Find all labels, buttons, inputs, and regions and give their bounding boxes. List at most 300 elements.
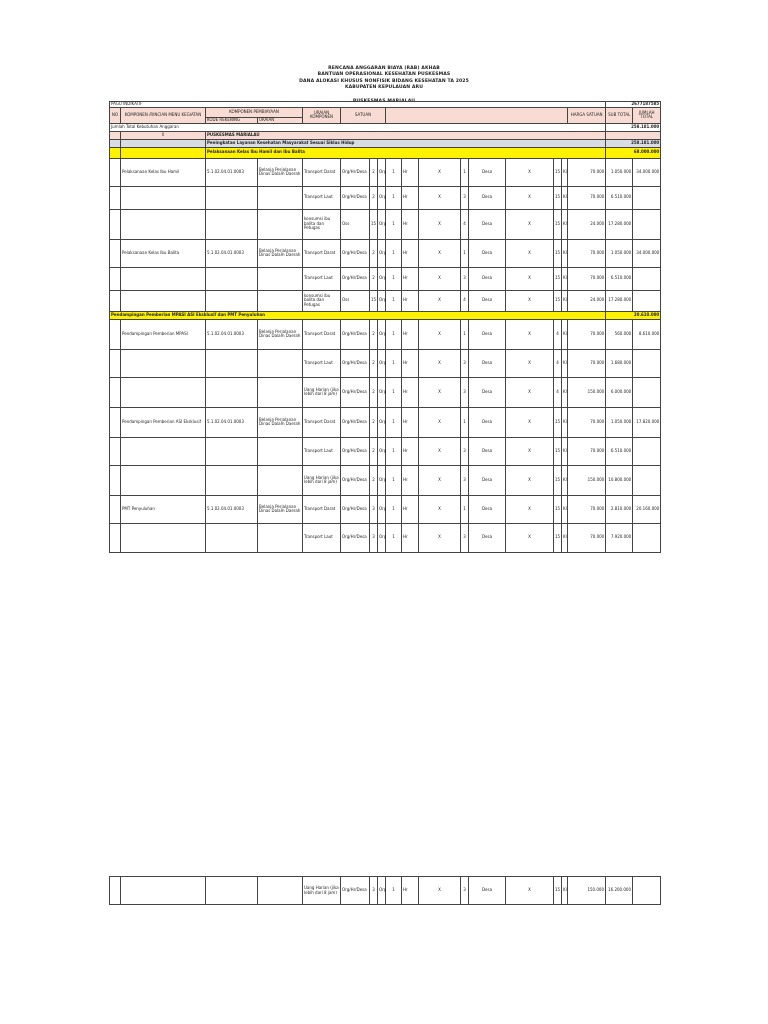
uraian-cell: Transport Laut [303,523,341,552]
harga-cell: 70.000 [568,186,606,209]
qty-cell: 1 [386,407,402,437]
unit-cell: Kl [562,209,568,239]
kegiatan-cell [121,186,206,209]
kode-cell [206,377,258,407]
qty-cell: 15 [554,437,562,465]
unit-cell: Org [378,209,386,239]
unit-cell: Org [378,319,386,349]
kegiatan-cell [121,465,206,495]
section1-label: Pelaksanaan Kelas Ibu Hamil dan Ibu Balita [206,147,606,158]
kode-cell: 5.1.02.04.01.0003 [206,239,258,267]
table-row [110,349,661,377]
unit-cell: Desa [469,290,506,311]
harga-cell: 24.000 [568,209,606,239]
kegiatan-cell [121,267,206,290]
qty-cell: 1 [386,377,402,407]
qty-cell: 2 [370,158,378,186]
multiply-cell: X [419,523,461,552]
satuan-cell: Org/Hr/Desa [341,267,370,290]
jumlah-cell [633,523,661,552]
unit-cell: Hr [402,377,419,407]
qty-cell: 1 [386,239,402,267]
multiply-cell: X [506,349,554,377]
qty-cell: 2 [370,239,378,267]
unit-cell: Desa [469,158,506,186]
table-row [110,495,661,523]
unit-cell: Desa [469,319,506,349]
pagu-label: PAGU INDIKATIF [110,102,606,108]
no-cell [110,465,121,495]
table-row [110,267,661,290]
multiply-cell: X [506,158,554,186]
kode-cell: 5.1.02.04.01.0003 [206,495,258,523]
unit-cell: Desa [469,437,506,465]
qty-cell: 1 [386,523,402,552]
kode-cell [206,465,258,495]
subtotal-cell: 7.920.000 [606,523,633,552]
table-row [110,239,661,267]
rekening-cell: Belanja Perjalanan Dinas Dalam Daerah [258,495,303,523]
multiply-cell: X [506,437,554,465]
harga-cell: 70.000 [568,349,606,377]
qty-cell: 1 [386,495,402,523]
multiply-cell: X [506,465,554,495]
uraian-cell: Uang Harian (jika lebih dari 8 jam) [303,377,341,407]
header-no: NO [110,108,121,124]
no-cell [110,349,121,377]
no-cell [110,186,121,209]
unit-cell: Desa [469,186,506,209]
unit-cell: Org [378,407,386,437]
qty-cell: 15 [554,465,562,495]
unit-cell: Hr [402,407,419,437]
rekening-cell [258,437,303,465]
rekening-cell [258,377,303,407]
rekening-cell: Belanja Perjalanan Dinas Dalam Daerah [258,407,303,437]
satuan-cell: Org/Hr/Desa [341,158,370,186]
subtotal-cell: 17.280.000 [606,209,633,239]
qty-cell: 15 [554,877,562,905]
jumlah-cell [633,209,661,239]
rab-table [109,101,661,553]
rekening-cell: Belanja Perjalanan Dinas Dalam Daerah [258,239,303,267]
jumlah-cell: 34.000.000 [633,239,661,267]
multiply-cell: X [506,377,554,407]
title-line: BANTUAN OPERASIONAL KESEHATAN PUSKESMAS [317,72,451,78]
qty-cell: 3 [461,877,469,905]
unit-cell: Kl [562,319,568,349]
header-komponen: KOMPONEN /RINCIAN MENU KEGIATAN [121,108,206,124]
subtotal-cell: 2.810.000 [606,495,633,523]
unit-cell: Desa [469,465,506,495]
unit-cell: Kl [562,495,568,523]
header-uraian-komponen: URAIAN KOMPONEN [303,108,341,124]
rekening-cell [258,290,303,311]
multiply-cell: X [506,877,554,905]
header-blank [386,108,568,124]
harga-cell: 24.000 [568,290,606,311]
no-cell [110,319,121,349]
unit-cell: Kl [562,158,568,186]
kegiatan-cell [121,377,206,407]
unit-cell: Desa [469,495,506,523]
no-cell [110,239,121,267]
unit-cell: Org [378,186,386,209]
subtotal-cell: 10.800.000 [606,465,633,495]
uraian-cell: Transport Darat [303,158,341,186]
unit-cell: Hr [402,523,419,552]
qty-cell: 4 [461,209,469,239]
satuan-cell: Org/Hr/Desa [341,523,370,552]
uraian-cell: Uang Harian (jika lebih dari 8 jam) [303,877,341,905]
no-cell [110,158,121,186]
rekening-cell [258,186,303,209]
no-cell [110,267,121,290]
kegiatan-cell [121,349,206,377]
unit-cell: Kl [562,465,568,495]
jumlah-cell [633,377,661,407]
qty-cell: 1 [386,186,402,209]
qty-cell: 4 [554,377,562,407]
unit-cell: Hr [402,209,419,239]
qty-cell: 1 [461,407,469,437]
qty-cell: 1 [386,290,402,311]
section2-value: 20.610.000 [606,311,661,319]
qty-cell: 1 [386,349,402,377]
kode-cell [206,523,258,552]
satuan-cell: Org/Hr/Desa [341,495,370,523]
unit-cell: Org [378,349,386,377]
jumlah-cell: 34.000.000 [633,158,661,186]
uraian-cell: Transport Laut [303,186,341,209]
satuan-cell: Org/Hr/Desa [341,239,370,267]
unit-cell: Desa [469,239,506,267]
kode-cell: 5.1.02.04.01.0003 [206,158,258,186]
harga-cell: 70.000 [568,267,606,290]
table-row [110,319,661,349]
qty-cell: 3 [461,437,469,465]
qty-cell: 2 [370,437,378,465]
qty-cell: 3 [370,523,378,552]
qty-cell: 3 [370,877,378,905]
qty-cell: 1 [386,209,402,239]
qty-cell: 2 [370,377,378,407]
qty-cell: 4 [554,319,562,349]
qty-cell: 1 [461,495,469,523]
satuan-cell: Oss [341,209,370,239]
satuan-cell: Oss [341,290,370,311]
satuan-cell: Org/Hr/Desa [341,186,370,209]
header-satuan: SATUAN [341,108,386,124]
uraian-cell: konsumsi ibu balita dan Petugas [303,290,341,311]
harga-cell: 70.000 [568,407,606,437]
qty-cell: 1 [461,319,469,349]
kode-cell: 5.1.02.04.01.0003 [206,407,258,437]
program-value: 258.181.000 [606,139,661,147]
unit-cell: Hr [402,319,419,349]
uraian-cell: Transport Laut [303,349,341,377]
qty-cell: 1 [386,877,402,905]
table-row [110,465,661,495]
harga-cell: 70.000 [568,239,606,267]
summary-label: Jumlah Total Kebutuhan Anggaran [110,123,606,131]
table-row [110,186,661,209]
no-cell [110,437,121,465]
no-cell [110,407,121,437]
multiply-cell: X [506,290,554,311]
jumlah-cell [633,186,661,209]
qty-cell: 2 [370,186,378,209]
header-kode: KODE REKENING [206,118,258,124]
qty-cell: 2 [370,319,378,349]
uraian-cell: Transport Darat [303,319,341,349]
table-row [110,158,661,186]
multiply-cell: X [506,209,554,239]
kegiatan-cell [121,523,206,552]
multiply-cell: X [506,407,554,437]
harga-cell: 150.000 [568,877,606,905]
section1-row [110,147,661,158]
kegiatan-cell [121,209,206,239]
qty-cell: 15 [554,209,562,239]
table-row [110,523,661,552]
qty-cell: 2 [370,349,378,377]
subtotal-cell: 1.680.000 [606,349,633,377]
unit-cell: Org [378,523,386,552]
kode-cell [206,209,258,239]
subtotal-cell: 560.000 [606,319,633,349]
satuan-cell: Org/Hr/Desa [341,407,370,437]
unit-cell: Org [378,290,386,311]
unit-cell: Kl [562,407,568,437]
jumlah-cell [633,349,661,377]
unit-cell: Hr [402,495,419,523]
multiply-cell: X [419,407,461,437]
qty-cell: 15 [554,158,562,186]
qty-cell: 15 [370,290,378,311]
uraian-cell: Transport Laut [303,267,341,290]
satuan-cell: Org/Hr/Desa [341,349,370,377]
subtotal-cell: 1.050.000 [606,158,633,186]
table-row [110,877,661,905]
unit-cell: Org [378,877,386,905]
satuan-cell: Org/Hr/Desa [341,877,370,905]
qty-cell: 3 [461,377,469,407]
qty-cell: 3 [461,186,469,209]
title-line: RENCANA ANGGARAN BIAYA (RAB) AKHAB [328,66,440,71]
qty-cell: 3 [461,523,469,552]
unit-cell: Desa [469,377,506,407]
unit-cell: Kl [562,437,568,465]
multiply-cell: X [419,319,461,349]
header-jumlah: JUMLAH TOTAL [633,108,661,124]
qty-cell: 1 [386,465,402,495]
unit-cell: Desa [469,209,506,239]
uraian-cell: Transport Darat [303,495,341,523]
subtotal-cell: 1.050.000 [606,239,633,267]
qty-cell: 4 [554,349,562,377]
unit-cell: Org [378,465,386,495]
unit-cell: Desa [469,407,506,437]
qty-cell: 2 [370,267,378,290]
puskesmas-label: PUSKESMAS MARIALAU [206,131,606,139]
no-cell [110,523,121,552]
unit-cell: Kl [562,290,568,311]
qty-cell: 1 [386,158,402,186]
kegiatan-cell: Pendampingan Pemberian ASI Eksklusif [121,407,206,437]
unit-cell: Kl [562,349,568,377]
multiply-cell: X [419,495,461,523]
puskesmas-row [110,131,661,139]
rekening-cell [258,349,303,377]
qty-cell: 4 [461,290,469,311]
header-subtotal: SUB TOTAL [606,108,633,124]
kegiatan-cell: Pelaksanaan Kelas Ibu Hamil [121,158,206,186]
table-row [110,209,661,239]
unit-cell: Kl [562,267,568,290]
no-cell [110,209,121,239]
document-title-block [0,66,768,105]
subtotal-cell: 1.050.000 [606,407,633,437]
multiply-cell: X [419,349,461,377]
unit-cell: Org [378,437,386,465]
unit-cell: Kl [562,239,568,267]
no-cell [110,377,121,407]
harga-cell: 70.000 [568,495,606,523]
table-row [110,437,661,465]
multiply-cell: X [506,319,554,349]
subtotal-cell: 6.000.000 [606,377,633,407]
rekening-cell: Belanja Perjalanan Dinas Dalam Daerah [258,158,303,186]
uraian-cell: Uang Harian (jika lebih dari 8 jam) [303,465,341,495]
unit-cell: Desa [469,877,506,905]
subtotal-cell: 16.200.000 [606,877,633,905]
section2-row [110,311,661,319]
puskesmas-no: I [121,131,206,139]
unit-cell: Org [378,158,386,186]
rekening-cell: Belanja Perjalanan Dinas Dalam Daerah [258,319,303,349]
rekening-cell [258,209,303,239]
unit-cell: Desa [469,349,506,377]
kegiatan-cell: Pelaksanaan Kelas Ibu Balita [121,239,206,267]
qty-cell: 15 [554,407,562,437]
unit-cell: Kl [562,523,568,552]
qty-cell: 1 [386,267,402,290]
multiply-cell: X [419,290,461,311]
qty-cell: 3 [461,465,469,495]
title-line: KABUPATEN KEPULAUAN ARU [344,85,424,91]
rekening-cell [258,465,303,495]
multiply-cell: X [419,377,461,407]
satuan-cell: Org/Hr/Desa [341,319,370,349]
satuan-cell: Org/Hr/Desa [341,377,370,407]
multiply-cell: X [419,465,461,495]
harga-cell: 70.000 [568,158,606,186]
uraian-cell: Transport Darat [303,239,341,267]
header-row [110,108,661,118]
qty-cell: 1 [386,437,402,465]
rekening-cell [258,267,303,290]
satuan-cell: Org/Hr/Desa [341,465,370,495]
qty-cell: 15 [554,290,562,311]
no-cell [110,495,121,523]
header-harga: HARGA SATUAN [568,108,606,124]
multiply-cell: X [419,239,461,267]
jumlah-cell [633,465,661,495]
unit-cell: Hr [402,877,419,905]
subtotal-cell: 6.510.000 [606,437,633,465]
unit-cell: Org [378,239,386,267]
multiply-cell: X [506,523,554,552]
kode-cell [206,290,258,311]
section2-label: Pendampingan Pemberian MPASI ASI Eksklusif dan PMT Penyuluhan [110,311,606,319]
multiply-cell: X [419,158,461,186]
subtotal-cell: 6.510.000 [606,186,633,209]
no-cell [110,290,121,311]
qty-cell: 1 [461,158,469,186]
qty-cell: 2 [370,465,378,495]
qty-cell: 15 [554,523,562,552]
harga-cell: 70.000 [568,523,606,552]
program-row [110,139,661,147]
qty-cell: 1 [386,319,402,349]
table-row [110,290,661,311]
harga-cell: 150.000 [568,465,606,495]
unit-cell: Kl [562,377,568,407]
unit-cell: Hr [402,186,419,209]
qty-cell: 3 [461,267,469,290]
header-uraian-rek: URAIAN [258,118,303,124]
jumlah-cell: 8.610.000 [633,319,661,349]
jumlah-cell [633,267,661,290]
harga-cell: 150.000 [568,377,606,407]
jumlah-cell: 17.820.000 [633,407,661,437]
multiply-cell: X [506,239,554,267]
jumlah-cell [633,437,661,465]
multiply-cell: X [419,186,461,209]
summary-value: 258.181.000 [606,123,661,131]
uraian-cell: Transport Darat [303,407,341,437]
unit-cell: Kl [562,186,568,209]
qty-cell: 15 [554,495,562,523]
continued-table [109,876,661,905]
harga-cell: 70.000 [568,437,606,465]
unit-cell: Kl [562,877,568,905]
qty-cell: 15 [554,267,562,290]
qty-cell: 2 [370,407,378,437]
pagu-value: 2677187585 [606,102,661,108]
unit-cell: Hr [402,267,419,290]
uraian-cell: Transport Laut [303,437,341,465]
unit-cell: Desa [469,267,506,290]
unit-cell: Org [378,267,386,290]
title-line: DANA ALOKASI KHUSUS NONFISIK BIDANG KESEHATAN TA 2025 [299,78,469,84]
qty-cell: 3 [461,349,469,377]
table-row [110,407,661,437]
jumlah-cell [633,290,661,311]
qty-cell: 15 [554,186,562,209]
summary-row [110,123,661,131]
qty-cell: 15 [554,239,562,267]
multiply-cell: X [419,209,461,239]
kode-cell [206,186,258,209]
kode-cell [206,349,258,377]
unit-cell: Desa [469,523,506,552]
kode-cell [206,437,258,465]
subtotal-cell: 17.280.000 [606,290,633,311]
satuan-cell: Org/Hr/Desa [341,437,370,465]
rekening-cell [258,523,303,552]
